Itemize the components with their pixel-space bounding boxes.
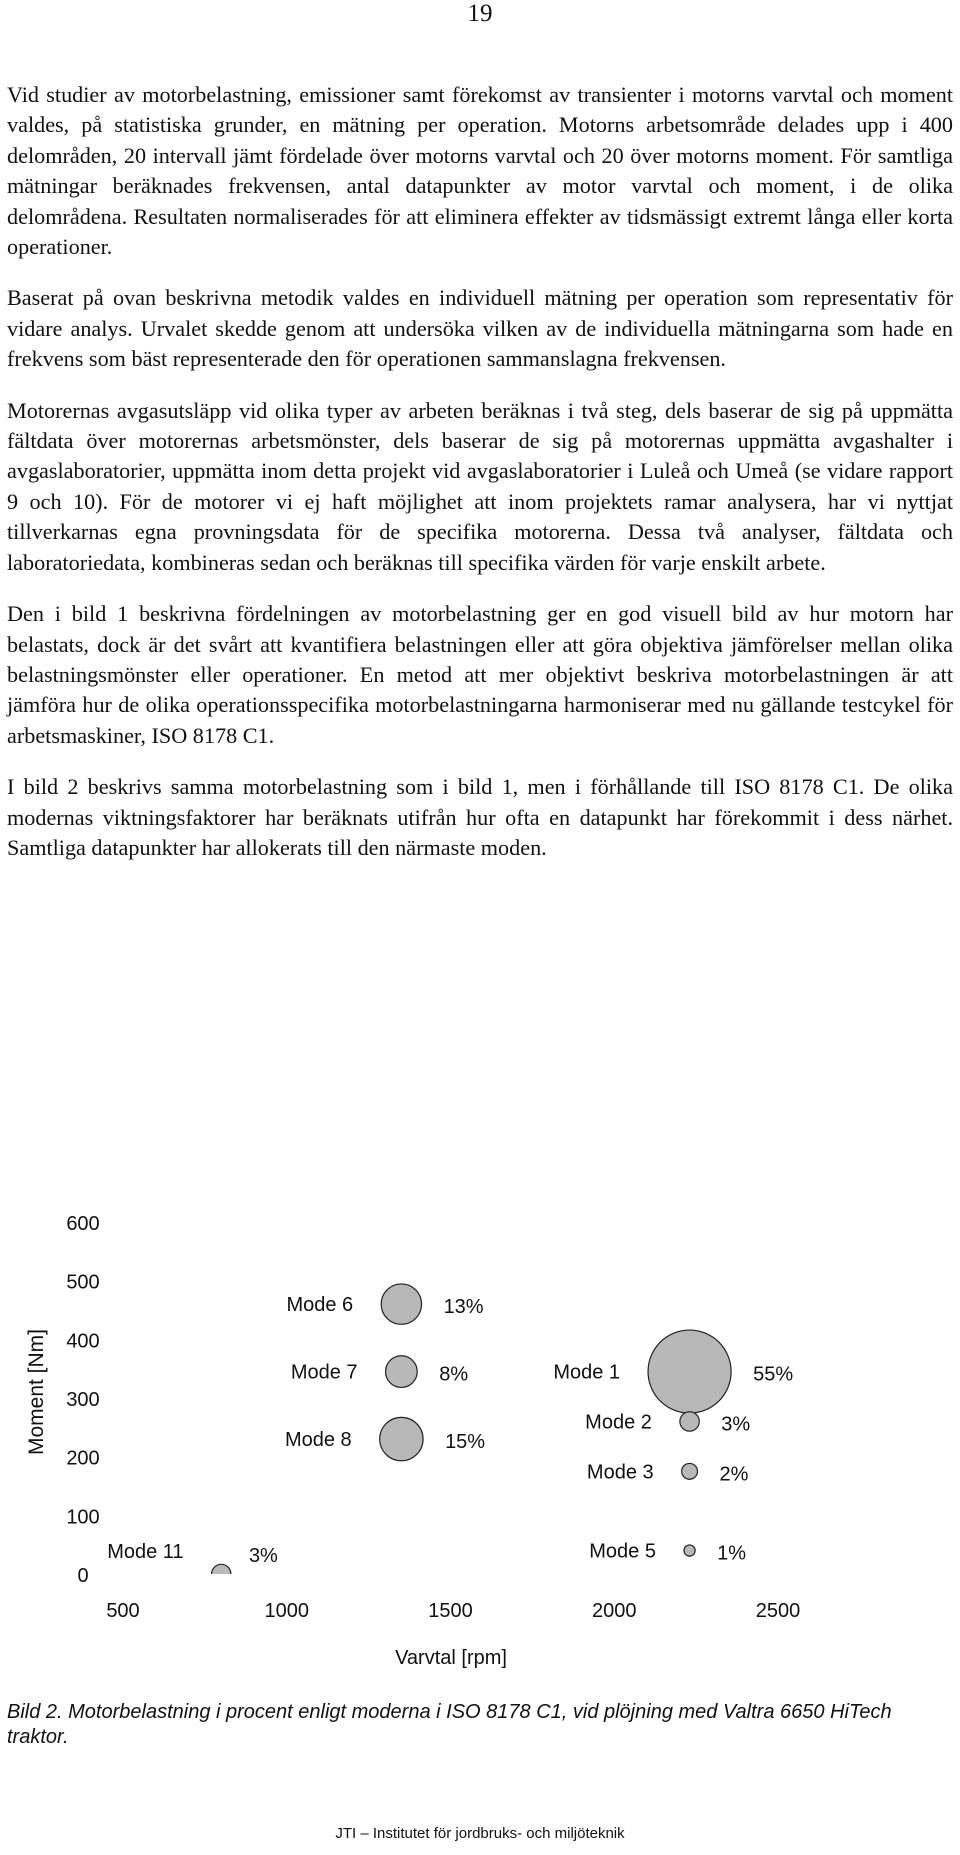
percent-label: 2% xyxy=(719,1463,749,1486)
page-footer: JTI – Institutet för jordbruks- och miljöteknik xyxy=(335,1825,625,1842)
mode-label: Mode 6 xyxy=(286,1294,354,1317)
page-number: 19 xyxy=(467,0,493,27)
bubble xyxy=(682,1463,698,1479)
bubble xyxy=(386,1356,418,1388)
y-axis-label: Moment [Nm] xyxy=(25,1328,48,1456)
y-tick-label: 0 xyxy=(77,1565,89,1587)
x-tick-label: 2000 xyxy=(592,1600,637,1622)
paragraph: I bild 2 beskrivs samma motorbelastning som i bild 1, men i förhållande till ISO 8178 C1. De olika modernas viktningsfaktorer har beräknats utifrån hur ofta en datapunkt har förekommit i dess närhet. Samtliga datapunkter har allokerats till den närmaste moden. xyxy=(7,774,953,860)
mode-bubble-chart xyxy=(0,1180,960,1680)
x-tick-label: 2500 xyxy=(755,1600,801,1622)
mode-label: Mode 11 xyxy=(107,1541,184,1563)
x-tick-label: 1500 xyxy=(428,1600,473,1622)
paragraph: Baserat på ovan beskrivna metodik valdes en individuell mätning per operation som representativ för vidare analys. Urvalet skedde genom att undersöka vilken av de individuella mätningarna som hade en frekvens som bäst representerade den för operationen sammanslagna frekvensen. xyxy=(7,285,953,372)
mode-label: Mode 8 xyxy=(284,1429,352,1452)
y-tick-label: 200 xyxy=(66,1447,100,1470)
percent-label: 3% xyxy=(248,1545,278,1567)
y-tick-label: 600 xyxy=(66,1213,100,1235)
figure-caption: Bild 2. Motorbelastning i procent enligt moderna i ISO 8178 C1, vid plöjning med Valtra 6650 HiTech traktor. xyxy=(7,1701,892,1748)
bubble xyxy=(212,1564,231,1583)
y-tick-label: 100 xyxy=(66,1506,100,1529)
percent-label: 3% xyxy=(721,1413,751,1436)
percent-label: 8% xyxy=(439,1363,469,1386)
bubble xyxy=(380,1417,423,1460)
paragraph: Den i bild 1 beskrivna fördelningen av motorbelastning ger en god visuell bild av hur motorn har belastats, dock är det svårt att kvantifiera belastningen eller att göra objektiva jämförelser mellan olika belastningsmönster eller operationer. En metod att mer objektivt beskriva motorbelastningen är att jämföra hur de olika operationsspecifika motorbelastningarna harmoniserar med nu gällande testcykel för arbetsmaskiner, ISO 8178 C1. xyxy=(7,601,953,748)
y-tick-label: 300 xyxy=(66,1389,100,1411)
paragraph: Motorernas avgasutsläpp vid olika typer av arbeten beräknas i två steg, dels baserar de sig på uppmätta fältdata över motorernas arbetsmönster, dels baserar de sig på motorernas uppmätta avgashalter i avgaslaboratorier, uppmätta inom detta projekt vid avgaslaboratorier i Luleå och Umeå (se vidare rapport 9 och 10). För de motorer vi ej haft möjlighet att inom projektets ramar analysera, har vi nyttjat tillverkarnas egna provningsdata för de specifika motorerna. Dessa två analyser, fältdata och laboratoriedata, kombineras sedan och beräknas till specifika värden för varje enskilt arbete. xyxy=(7,397,953,575)
percent-label: 15% xyxy=(445,1431,486,1454)
mode-label: Mode 3 xyxy=(586,1461,654,1484)
bubble xyxy=(680,1412,699,1431)
mode-label: Mode 1 xyxy=(553,1361,621,1384)
mode-label: Mode 2 xyxy=(585,1411,652,1434)
mode-label: Mode 5 xyxy=(589,1540,656,1563)
percent-label: 55% xyxy=(753,1363,794,1386)
y-tick-labels xyxy=(66,1213,99,1587)
mode-label: Mode 7 xyxy=(290,1361,358,1384)
percent-label: 13% xyxy=(443,1296,484,1319)
body-text xyxy=(7,80,953,884)
y-tick-label: 400 xyxy=(66,1330,100,1353)
percent-label: 1% xyxy=(717,1542,747,1565)
y-tick-label: 500 xyxy=(66,1271,100,1294)
x-tick-label: 500 xyxy=(106,1600,140,1622)
x-axis-label: Varvtal [rpm] xyxy=(395,1647,507,1669)
bubble xyxy=(648,1330,731,1413)
bubble xyxy=(381,1284,421,1324)
x-tick-labels xyxy=(106,1600,800,1622)
bubble xyxy=(684,1545,695,1556)
x-tick-label: 1000 xyxy=(264,1600,309,1622)
paragraph: Vid studier av motorbelastning, emissioner samt förekomst av transienter i motorns varvtal och moment valdes, på statistiska grunder, en mätning per operation. Motorns arbetsområde delades upp i 400 delområden, 20 intervall jämt fördelade över motorns varvtal och 20 över motorns moment. För samtliga mätningar beräknades frekvensen, antal datapunkter av motor varvtal och moment, i de olika delområdena. Resultaten normaliserades för att eliminera effekter av tidsmässigt extremt långa eller korta operationer. xyxy=(7,82,953,260)
